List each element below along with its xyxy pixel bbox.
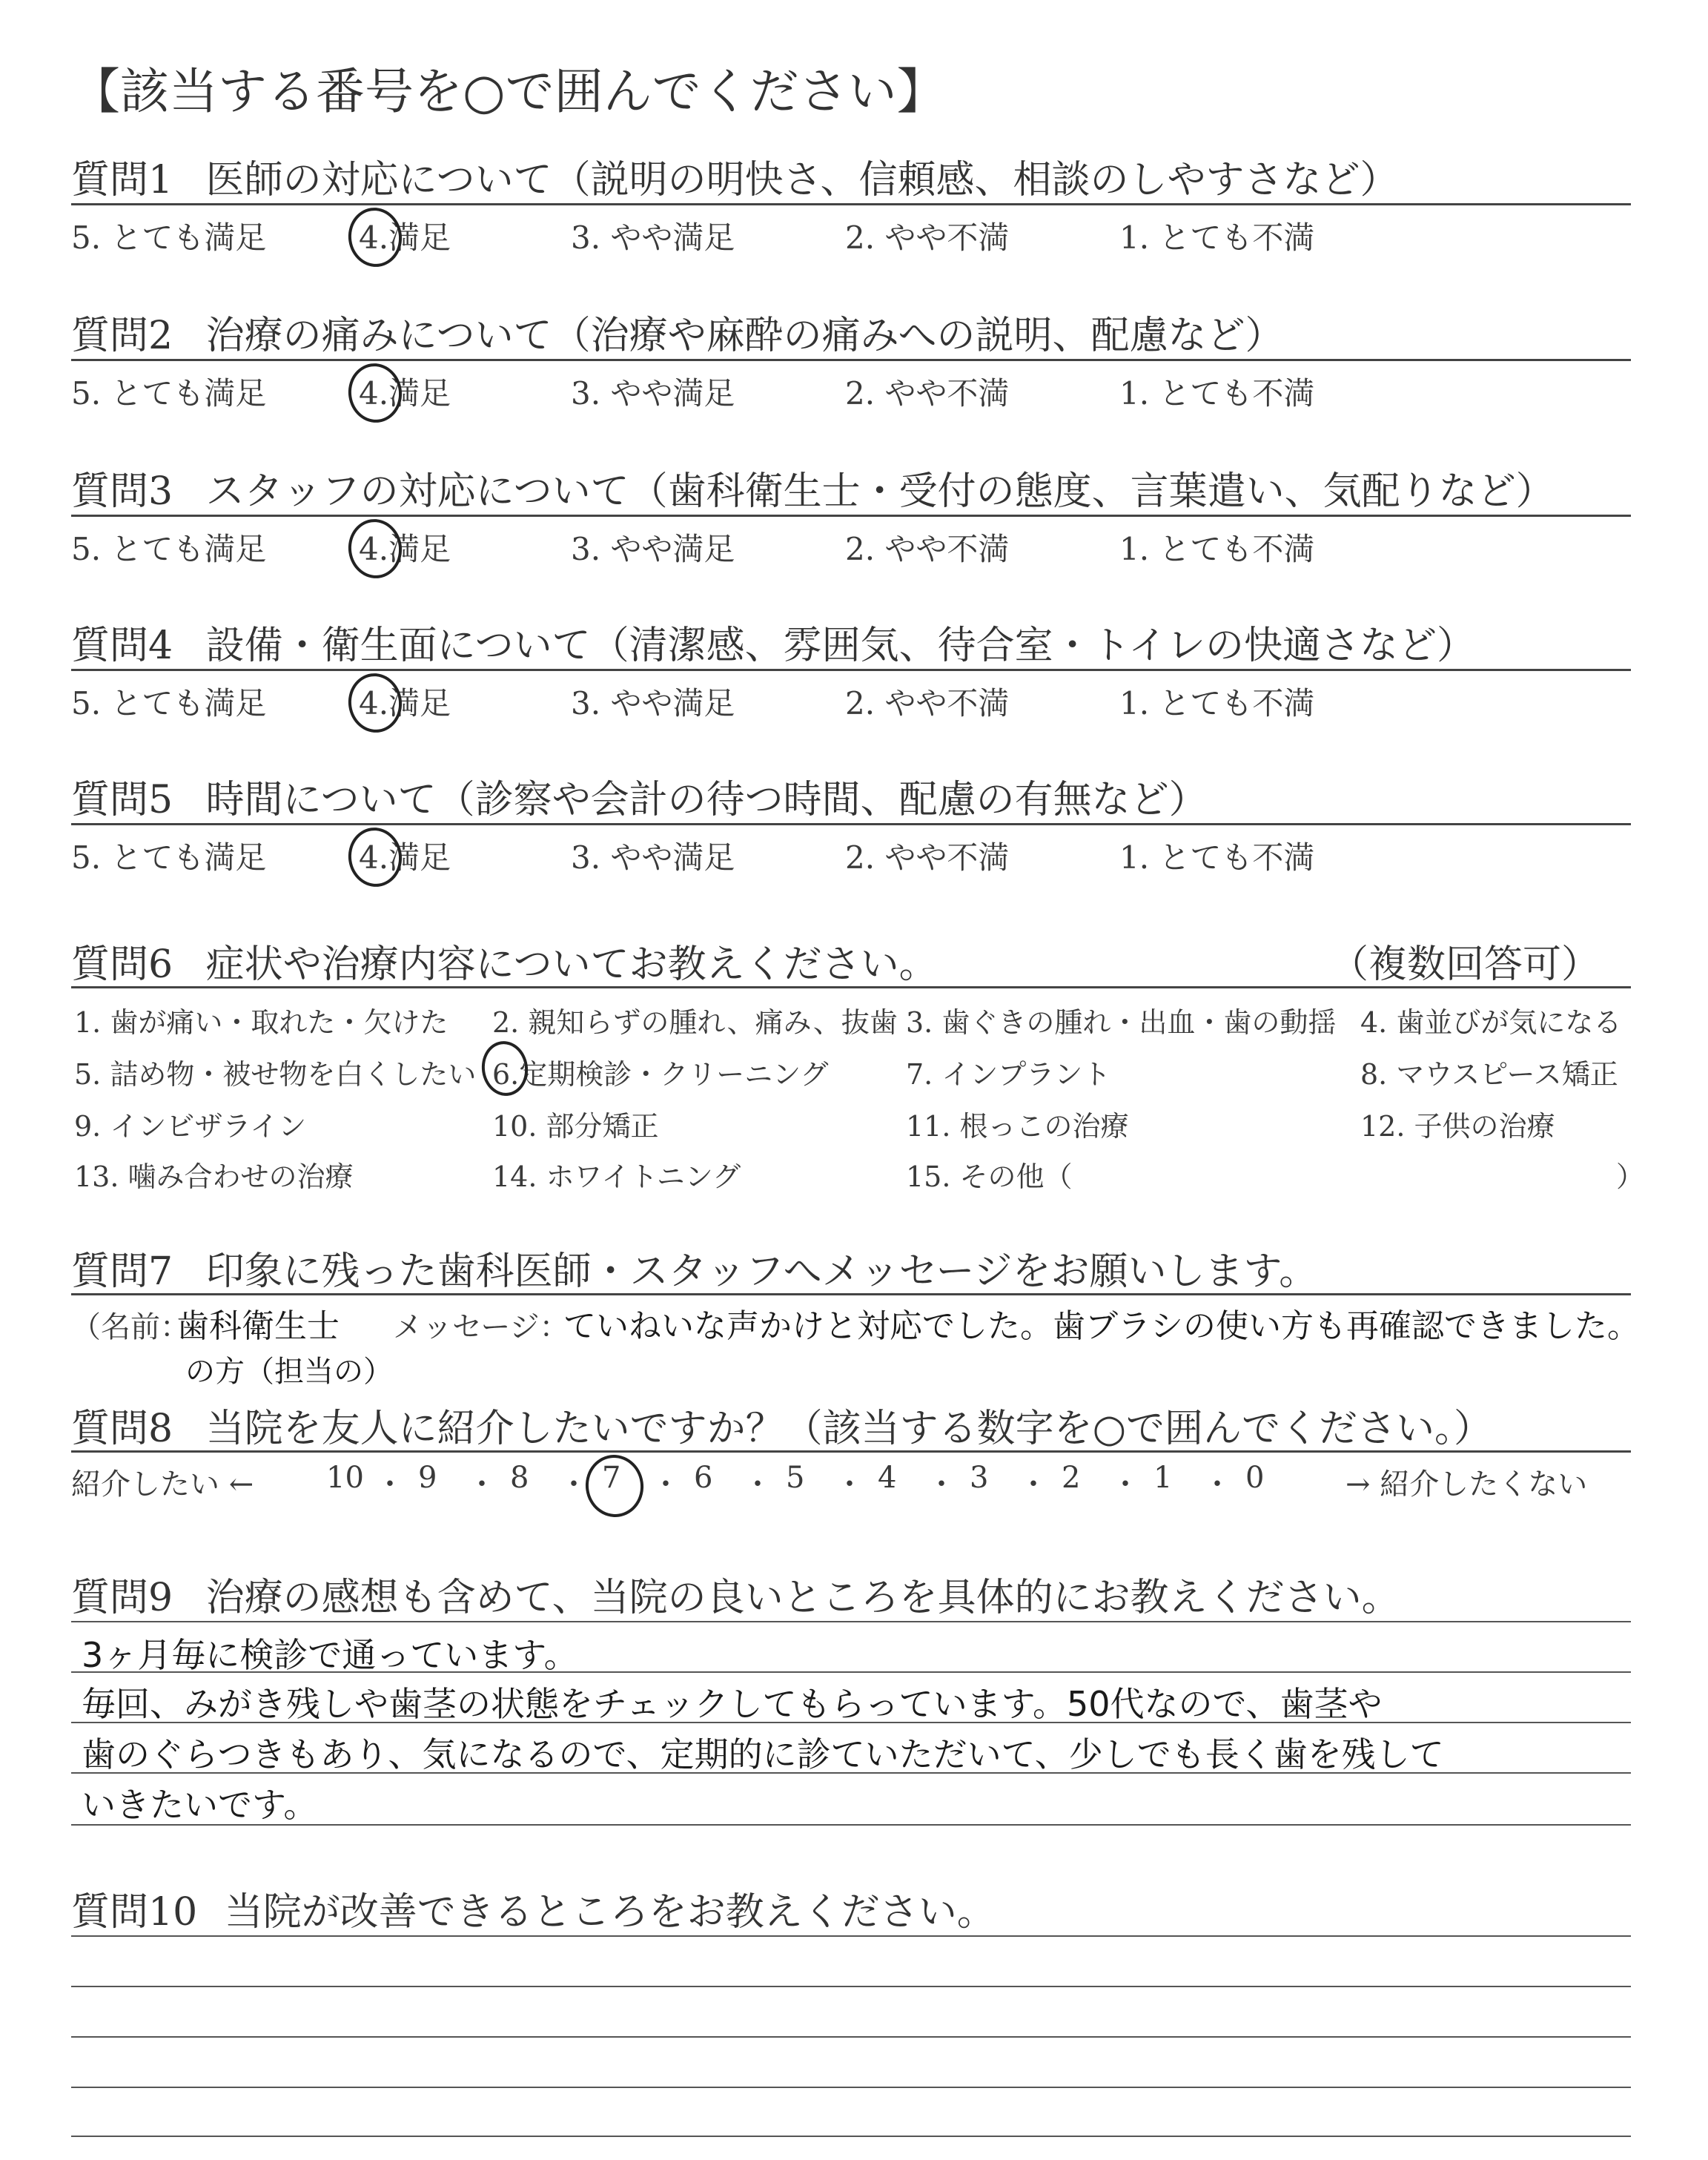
q4-rule [71, 669, 1631, 671]
q2-option-5[interactable]: 5. とても満足 [71, 375, 267, 412]
q2-text: 治療の痛みについて（治療や麻酔の痛みへの説明、配慮など） [205, 314, 1284, 358]
q5-option-4-number: 4. [359, 839, 389, 876]
q9-label: 質問9 [71, 1576, 173, 1620]
q8-selected-circle [582, 1451, 648, 1521]
q3-text: スタッフの対応について（歯科衛生士・受付の態度、言葉遣い、気配りなど） [205, 469, 1555, 514]
q4-option-5[interactable]: 5. とても満足 [71, 685, 267, 721]
q5-option-5[interactable]: 5. とても満足 [71, 839, 267, 876]
q8-scale-dot: ・ [375, 1467, 405, 1502]
q8-scale-4[interactable]: 4 [878, 1461, 897, 1495]
q3-label: 質問3 [71, 469, 173, 514]
q2-option-2[interactable]: 2. やや不満 [845, 375, 1010, 412]
q5-text: 時間について（診察や会計の待つ時間、配慮の有無など） [205, 778, 1208, 822]
q3-option-1[interactable]: 1. とても不満 [1119, 531, 1315, 567]
q9-heading [71, 1566, 1400, 1622]
q6-item-11[interactable]: 11. 根っこの治療 [906, 1110, 1129, 1143]
q4-heading [71, 614, 1475, 670]
q7-name-value-line2: の方（担当の） [185, 1355, 393, 1389]
q3-option-5[interactable]: 5. とても満足 [71, 531, 267, 567]
q6-item-8[interactable]: 8. マウスピース矯正 [1360, 1058, 1618, 1091]
q8-scale-dot: ・ [467, 1467, 497, 1502]
q9-rule-1 [71, 1621, 1631, 1622]
q7-message-label: メッセージ： [393, 1310, 569, 1344]
q6-heading [71, 933, 938, 988]
q10-line-2 [71, 1986, 1631, 1987]
q9-answer-line-2: 毎回、みがき残しや歯茎の状態をチェックしてもらっています。50代なので、歯茎や [82, 1684, 1383, 1724]
q7-name-value: 歯科衛生士 [176, 1307, 340, 1345]
q8-scale-dot: ・ [927, 1467, 956, 1502]
q1-option-3[interactable]: 3. やや満足 [571, 219, 735, 256]
q8-left-label: 紹介したい ← [71, 1467, 254, 1502]
q10-line-5 [71, 2136, 1631, 2137]
q10-label: 質問10 [71, 1890, 198, 1935]
q9-text: 治療の感想も含めて、当院の良いところを具体的にお教えください。 [205, 1576, 1400, 1620]
q3-heading [71, 460, 1555, 515]
q5-rule [71, 823, 1631, 825]
q2-option-1[interactable]: 1. とても不満 [1119, 375, 1315, 412]
q8-scale-dot: ・ [1019, 1467, 1048, 1502]
q4-option-1[interactable]: 1. とても不満 [1119, 685, 1315, 721]
q8-scale-7[interactable]: 7 [602, 1461, 621, 1495]
q8-scale-2[interactable]: 2 [1062, 1461, 1081, 1495]
q4-option-2[interactable]: 2. やや不満 [845, 685, 1010, 721]
q6-item-14[interactable]: 14. ホワイトニング [492, 1160, 741, 1193]
q6-item-12[interactable]: 12. 子供の治療 [1360, 1110, 1555, 1143]
q8-scale-dot: ・ [835, 1467, 864, 1502]
q2-heading [71, 304, 1284, 360]
q4-label: 質問4 [71, 624, 173, 668]
q10-line-1 [71, 1935, 1631, 1937]
q3-option-4-number: 4. [359, 531, 389, 567]
q5-option-4-label: 満足 [388, 839, 451, 876]
q6-item-9[interactable]: 9. インビザライン [74, 1110, 307, 1143]
q7-rule [71, 1293, 1631, 1295]
q1-rule [71, 203, 1631, 205]
q6-item-4[interactable]: 4. 歯並びが気になる [1360, 1006, 1622, 1039]
q2-rule [71, 359, 1631, 361]
q8-scale-8[interactable]: 8 [510, 1461, 529, 1495]
q7-label: 質問7 [71, 1249, 173, 1294]
q9-answer-line-3: 歯のぐらつきもあり、気になるので、定期的に診ていただいて、少しでも長く歯を残して [82, 1734, 1444, 1774]
q8-heading [71, 1397, 1492, 1453]
q6-item-10[interactable]: 10. 部分矯正 [492, 1110, 659, 1143]
q5-label: 質問5 [71, 778, 173, 822]
q4-text: 設備・衛生面について（清潔感、雰囲気、待合室・トイレの快適さなど） [205, 624, 1475, 668]
q8-scale-3[interactable]: 3 [970, 1461, 989, 1495]
q6-item-3[interactable]: 3. 歯ぐきの腫れ・出血・歯の動揺 [906, 1006, 1337, 1039]
q8-text: 当院を友人に紹介したいですか？（該当する数字を○で囲んでください。） [205, 1407, 1492, 1451]
q6-item-7[interactable]: 7. インプラント [906, 1058, 1111, 1091]
q1-option-2[interactable]: 2. やや不満 [845, 219, 1010, 256]
q8-scale-dot: ・ [651, 1467, 681, 1502]
q1-label: 質問1 [71, 158, 173, 202]
q8-scale-9[interactable]: 9 [418, 1461, 437, 1495]
q5-heading [71, 768, 1208, 824]
q8-scale-dot: ・ [1202, 1467, 1232, 1502]
q3-rule [71, 515, 1631, 517]
q8-scale-dot: ・ [559, 1467, 589, 1502]
q9-answer-line-1: 3ヶ月毎に検診で通っています。 [82, 1635, 578, 1675]
q6-item-6[interactable]: 6.定期検診・クリーニング [492, 1058, 829, 1091]
q9-answer-line-4: いきたいです。 [82, 1785, 318, 1825]
q1-option-5[interactable]: 5. とても満足 [71, 219, 267, 256]
q8-scale-1[interactable]: 1 [1153, 1461, 1173, 1495]
q2-option-4-label: 満足 [388, 375, 451, 412]
form-title: 【該当する番号を○で囲んでください】 [71, 63, 946, 120]
q4-option-3[interactable]: 3. やや満足 [571, 685, 735, 721]
q2-option-4-number: 4. [359, 375, 389, 412]
q6-item-15-close: ） [1616, 1160, 1645, 1193]
q6-item-5[interactable]: 5. 詰め物・被せ物を白くしたい [74, 1058, 477, 1091]
q8-label: 質問8 [71, 1407, 173, 1451]
q8-scale-10[interactable]: 10 [326, 1461, 364, 1495]
q8-scale-dot: ・ [1110, 1467, 1140, 1502]
q8-scale-0[interactable]: 0 [1245, 1461, 1265, 1495]
q2-label: 質問2 [71, 314, 173, 358]
q6-label: 質問6 [71, 942, 173, 987]
q6-text: 症状や治療内容についてお教えください。 [205, 942, 938, 987]
q6-note: （複数回答可） [1329, 942, 1600, 987]
q7-heading [71, 1240, 1317, 1295]
q4-option-4-label: 満足 [388, 685, 451, 721]
q3-option-3[interactable]: 3. やや満足 [571, 531, 735, 567]
q2-option-3[interactable]: 3. やや満足 [571, 375, 735, 412]
q5-option-1[interactable]: 1. とても不満 [1119, 839, 1315, 876]
q10-line-4 [71, 2087, 1631, 2088]
q10-heading [71, 1880, 996, 1936]
q6-item-1[interactable]: 1. 歯が痛い・取れた・欠けた [74, 1006, 448, 1039]
q8-scale-6[interactable]: 6 [694, 1461, 713, 1495]
q7-name-label: （名前： [71, 1310, 190, 1344]
q7-message-value: ていねいな声かけと対応でした。歯ブラシの使い方も再確認できました。 [563, 1307, 1640, 1345]
q1-heading [71, 148, 1399, 204]
q3-option-4-label: 満足 [388, 531, 451, 567]
q8-right-label: → 紹介したくない [1345, 1467, 1588, 1502]
q5-option-3[interactable]: 3. やや満足 [571, 839, 735, 876]
q1-option-4-number: 4. [359, 219, 389, 256]
q5-option-2[interactable]: 2. やや不満 [845, 839, 1010, 876]
q7-text: 印象に残った歯科医師・スタッフへメッセージをお願いします。 [205, 1249, 1318, 1294]
q4-option-4-number: 4. [359, 685, 389, 721]
q10-line-3 [71, 2036, 1631, 2038]
q6-rule [71, 986, 1631, 988]
q1-text: 医師の対応について（説明の明快さ、信頼感、相談のしやすさなど） [205, 158, 1399, 202]
q1-option-1[interactable]: 1. とても不満 [1119, 219, 1315, 256]
q8-rule [71, 1450, 1631, 1453]
q6-item-15[interactable]: 15. その他（ [906, 1160, 1073, 1193]
q6-item-2[interactable]: 2. 親知らずの腫れ、痛み、抜歯 [492, 1006, 898, 1039]
q3-option-2[interactable]: 2. やや不満 [845, 531, 1010, 567]
q1-option-4-label: 満足 [388, 219, 451, 256]
q8-scale-dot: ・ [743, 1467, 772, 1502]
q6-item-13[interactable]: 13. 噛み合わせの治療 [74, 1160, 354, 1193]
q10-text: 当院が改善できるところをお教えください。 [224, 1890, 996, 1935]
q8-scale-5[interactable]: 5 [786, 1461, 805, 1495]
